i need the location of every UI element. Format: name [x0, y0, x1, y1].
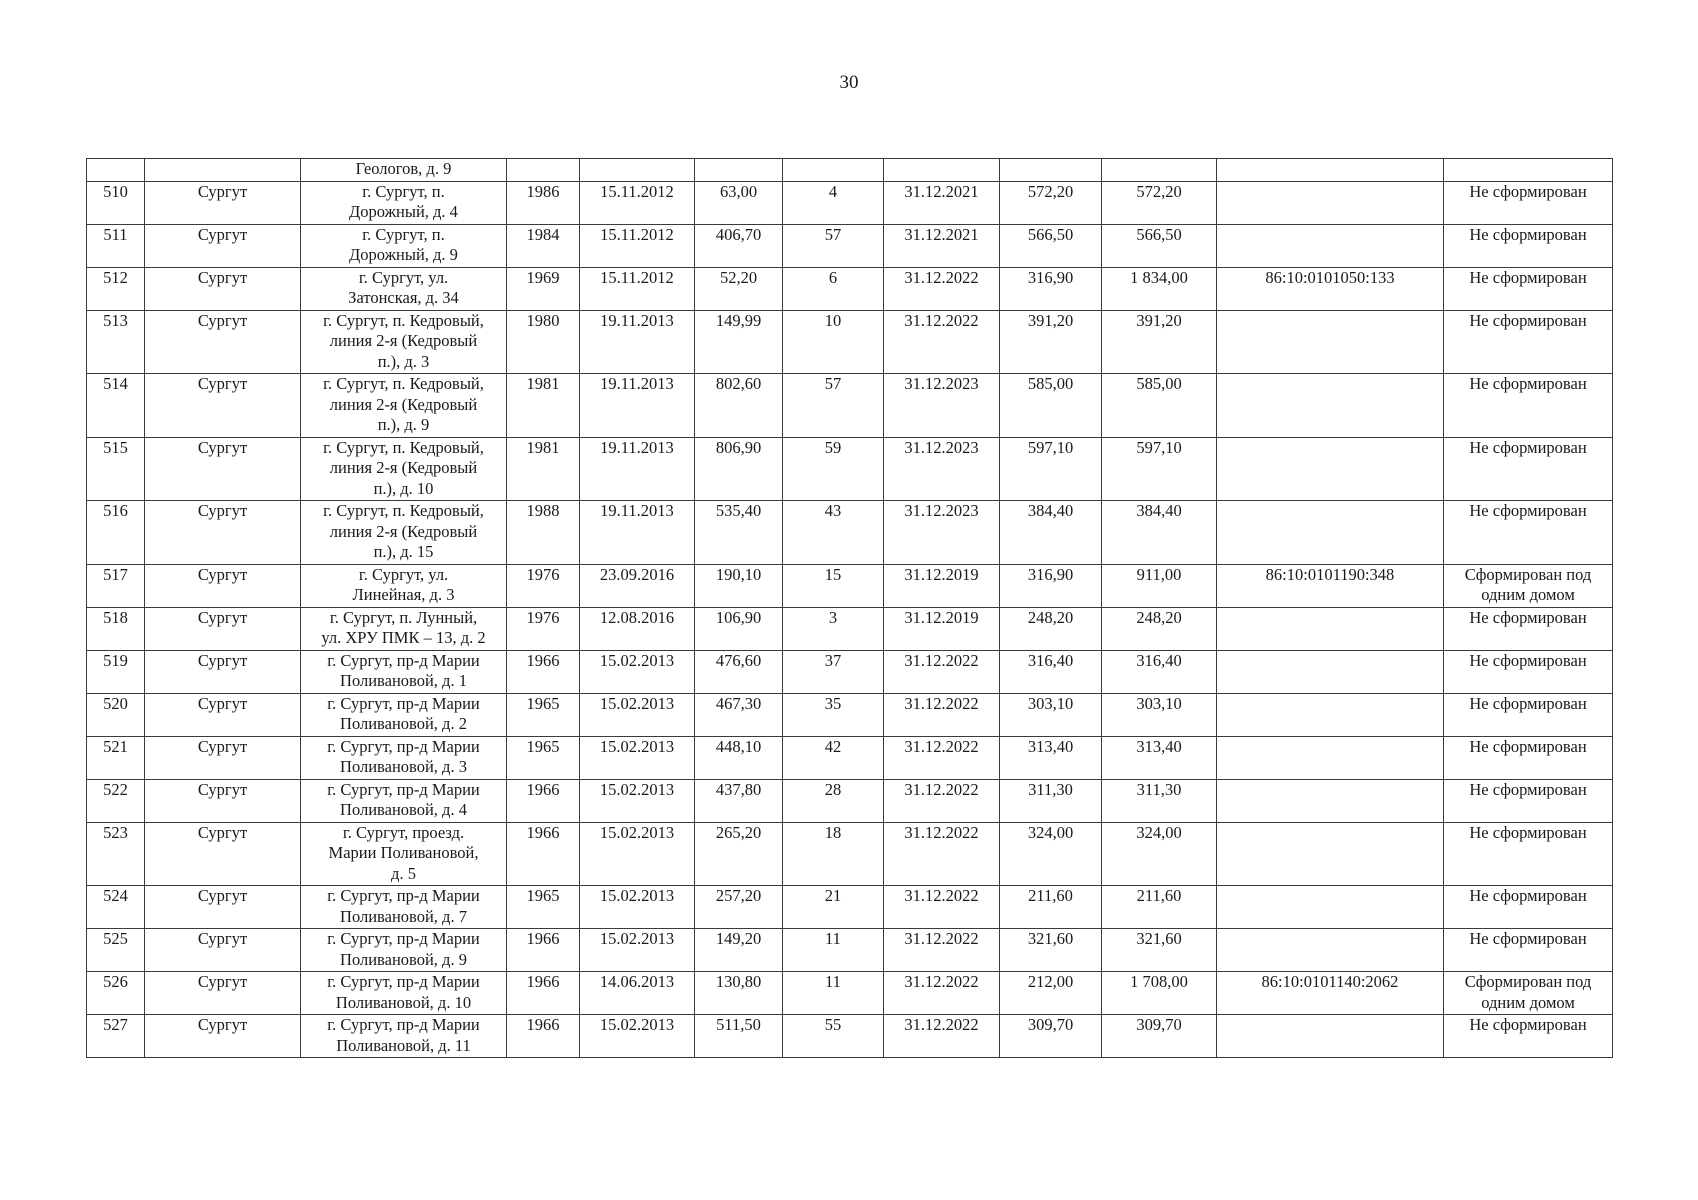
cell-address: г. Сургут, п. Дорожный, д. 9 — [301, 224, 507, 267]
cell-cost_per_sqm: 384,40 — [1000, 501, 1102, 565]
cell-date: 15.11.2012 — [580, 181, 695, 224]
cell-deadline: 31.12.2021 — [884, 181, 1000, 224]
cell-status: Не сформирован — [1444, 181, 1613, 224]
cell-date: 15.02.2013 — [580, 929, 695, 972]
cell-city: Сургут — [145, 437, 301, 501]
cell-total_cost: 309,70 — [1102, 1015, 1217, 1058]
table-row — [87, 267, 1613, 310]
cell-num: 527 — [87, 1015, 145, 1058]
cell-status: Не сформирован — [1444, 650, 1613, 693]
cell-address: г. Сургут, ул. Затонская, д. 34 — [301, 267, 507, 310]
cell-cost_per_sqm: 316,90 — [1000, 564, 1102, 607]
cell-date: 15.02.2013 — [580, 822, 695, 886]
cell-address: г. Сургут, проезд. Марии Поливановой, д. 5 — [301, 822, 507, 886]
cell-address: г. Сургут, пр-д Марии Поливановой, д. 3 — [301, 736, 507, 779]
cell-total_cost: 1 708,00 — [1102, 972, 1217, 1015]
cell-total_cost: 566,50 — [1102, 224, 1217, 267]
cell-cost_per_sqm: 572,20 — [1000, 181, 1102, 224]
cell-total_cost: 313,40 — [1102, 736, 1217, 779]
cell-residents: 15 — [783, 564, 884, 607]
table-row — [87, 736, 1613, 779]
cell-total_cost: 911,00 — [1102, 564, 1217, 607]
cell-total_cost: 211,60 — [1102, 886, 1217, 929]
cell-residents: 21 — [783, 886, 884, 929]
cell-address: г. Сургут, пр-д Марии Поливановой, д. 7 — [301, 886, 507, 929]
cell-cadastral — [1217, 650, 1444, 693]
cell-area: 448,10 — [695, 736, 783, 779]
cell-date: 14.06.2013 — [580, 972, 695, 1015]
cell-year: 1981 — [507, 374, 580, 438]
cell-address: г. Сургут, п. Лунный, ул. ХРУ ПМК – 13, д. 2 — [301, 607, 507, 650]
cell-date: 15.02.2013 — [580, 779, 695, 822]
cell-address: г. Сургут, пр-д Марии Поливановой, д. 4 — [301, 779, 507, 822]
cell-area: 476,60 — [695, 650, 783, 693]
cell-cadastral — [1217, 181, 1444, 224]
cell-year: 1986 — [507, 181, 580, 224]
cell-num: 520 — [87, 693, 145, 736]
cell-deadline: 31.12.2023 — [884, 437, 1000, 501]
cell-area: 106,90 — [695, 607, 783, 650]
cell-deadline: 31.12.2022 — [884, 650, 1000, 693]
cell-num: 511 — [87, 224, 145, 267]
cell-address: г. Сургут, п. Кедровый, линия 2-я (Кедровый п.), д. 10 — [301, 437, 507, 501]
cell-deadline: 31.12.2022 — [884, 929, 1000, 972]
cell-deadline: 31.12.2022 — [884, 886, 1000, 929]
cell-num: 515 — [87, 437, 145, 501]
cell-cadastral — [1217, 929, 1444, 972]
cell-city: Сургут — [145, 564, 301, 607]
cell-area: 467,30 — [695, 693, 783, 736]
cell-residents: 11 — [783, 929, 884, 972]
cell-num: 523 — [87, 822, 145, 886]
cell-area: 257,20 — [695, 886, 783, 929]
cell-cost_per_sqm: 324,00 — [1000, 822, 1102, 886]
cell-cadastral: 86:10:0101050:133 — [1217, 267, 1444, 310]
page-number: 30 — [839, 72, 859, 93]
cell-area: 437,80 — [695, 779, 783, 822]
cell-status: Не сформирован — [1444, 224, 1613, 267]
table-row — [87, 779, 1613, 822]
cell-status: Сформирован под одним домом — [1444, 564, 1613, 607]
cell-year: 1969 — [507, 267, 580, 310]
cell-cadastral — [1217, 822, 1444, 886]
cell-date: 15.02.2013 — [580, 693, 695, 736]
cell-city: Сургут — [145, 374, 301, 438]
cell-year: 1976 — [507, 564, 580, 607]
cell-num — [87, 159, 145, 182]
cell-cadastral — [1217, 310, 1444, 374]
table-row — [87, 564, 1613, 607]
cell-cost_per_sqm: 316,90 — [1000, 267, 1102, 310]
cell-residents: 18 — [783, 822, 884, 886]
cell-num: 513 — [87, 310, 145, 374]
cell-status: Не сформирован — [1444, 607, 1613, 650]
cell-cost_per_sqm: 311,30 — [1000, 779, 1102, 822]
cell-deadline — [884, 159, 1000, 182]
cell-status: Не сформирован — [1444, 1015, 1613, 1058]
cell-deadline: 31.12.2023 — [884, 501, 1000, 565]
cell-cadastral: 86:10:0101140:2062 — [1217, 972, 1444, 1015]
cell-cadastral — [1217, 224, 1444, 267]
cell-area: 190,10 — [695, 564, 783, 607]
cell-cost_per_sqm: 211,60 — [1000, 886, 1102, 929]
cell-cadastral — [1217, 607, 1444, 650]
cell-address: г. Сургут, п. Кедровый, линия 2-я (Кедровый п.), д. 15 — [301, 501, 507, 565]
cell-city — [145, 159, 301, 182]
cell-cost_per_sqm: 309,70 — [1000, 1015, 1102, 1058]
cell-status: Не сформирован — [1444, 693, 1613, 736]
cell-address: г. Сургут, пр-д Марии Поливановой, д. 1 — [301, 650, 507, 693]
cell-cost_per_sqm: 566,50 — [1000, 224, 1102, 267]
cell-year: 1980 — [507, 310, 580, 374]
cell-cadastral: 86:10:0101190:348 — [1217, 564, 1444, 607]
registry-table-body — [87, 159, 1613, 1058]
cell-year: 1984 — [507, 224, 580, 267]
cell-num: 518 — [87, 607, 145, 650]
cell-year — [507, 159, 580, 182]
cell-deadline: 31.12.2019 — [884, 607, 1000, 650]
cell-num: 514 — [87, 374, 145, 438]
cell-cadastral — [1217, 693, 1444, 736]
cell-area: 52,20 — [695, 267, 783, 310]
cell-deadline: 31.12.2022 — [884, 972, 1000, 1015]
cell-year: 1966 — [507, 779, 580, 822]
cell-total_cost: 384,40 — [1102, 501, 1217, 565]
cell-residents: 42 — [783, 736, 884, 779]
cell-deadline: 31.12.2023 — [884, 374, 1000, 438]
cell-city: Сургут — [145, 929, 301, 972]
cell-num: 521 — [87, 736, 145, 779]
table-row — [87, 607, 1613, 650]
cell-year: 1966 — [507, 929, 580, 972]
cell-address: г. Сургут, пр-д Марии Поливановой, д. 9 — [301, 929, 507, 972]
cell-residents — [783, 159, 884, 182]
housing-registry-table — [86, 158, 1613, 1058]
cell-residents: 55 — [783, 1015, 884, 1058]
cell-status — [1444, 159, 1613, 182]
cell-cadastral — [1217, 736, 1444, 779]
cell-status: Сформирован под одним домом — [1444, 972, 1613, 1015]
cell-date: 15.11.2012 — [580, 267, 695, 310]
cell-area: 806,90 — [695, 437, 783, 501]
cell-num: 512 — [87, 267, 145, 310]
cell-total_cost: 585,00 — [1102, 374, 1217, 438]
cell-address: г. Сургут, пр-д Марии Поливановой, д. 10 — [301, 972, 507, 1015]
cell-residents: 11 — [783, 972, 884, 1015]
cell-year: 1965 — [507, 886, 580, 929]
cell-city: Сургут — [145, 501, 301, 565]
table-row — [87, 224, 1613, 267]
cell-cost_per_sqm: 303,10 — [1000, 693, 1102, 736]
cell-year: 1981 — [507, 437, 580, 501]
cell-residents: 35 — [783, 693, 884, 736]
table-row — [87, 650, 1613, 693]
cell-address: г. Сургут, ул. Линейная, д. 3 — [301, 564, 507, 607]
cell-city: Сургут — [145, 267, 301, 310]
table-row — [87, 159, 1613, 182]
cell-status: Не сформирован — [1444, 374, 1613, 438]
cell-deadline: 31.12.2022 — [884, 310, 1000, 374]
cell-residents: 28 — [783, 779, 884, 822]
cell-year: 1965 — [507, 693, 580, 736]
cell-city: Сургут — [145, 886, 301, 929]
cell-area: 511,50 — [695, 1015, 783, 1058]
cell-deadline: 31.12.2022 — [884, 736, 1000, 779]
cell-cost_per_sqm: 316,40 — [1000, 650, 1102, 693]
table-row — [87, 374, 1613, 438]
cell-cost_per_sqm: 585,00 — [1000, 374, 1102, 438]
cell-cost_per_sqm — [1000, 159, 1102, 182]
cell-cadastral — [1217, 1015, 1444, 1058]
cell-city: Сургут — [145, 1015, 301, 1058]
cell-date: 12.08.2016 — [580, 607, 695, 650]
cell-year: 1988 — [507, 501, 580, 565]
cell-address: г. Сургут, пр-д Марии Поливановой, д. 2 — [301, 693, 507, 736]
cell-date: 19.11.2013 — [580, 310, 695, 374]
cell-deadline: 31.12.2022 — [884, 822, 1000, 886]
cell-num: 524 — [87, 886, 145, 929]
cell-num: 510 — [87, 181, 145, 224]
cell-residents: 10 — [783, 310, 884, 374]
cell-deadline: 31.12.2022 — [884, 1015, 1000, 1058]
cell-city: Сургут — [145, 736, 301, 779]
cell-cost_per_sqm: 212,00 — [1000, 972, 1102, 1015]
cell-status: Не сформирован — [1444, 310, 1613, 374]
cell-cadastral — [1217, 886, 1444, 929]
cell-address: г. Сургут, п. Дорожный, д. 4 — [301, 181, 507, 224]
cell-date: 15.02.2013 — [580, 1015, 695, 1058]
cell-address: г. Сургут, п. Кедровый, линия 2-я (Кедровый п.), д. 3 — [301, 310, 507, 374]
cell-address: г. Сургут, пр-д Марии Поливановой, д. 11 — [301, 1015, 507, 1058]
cell-residents: 6 — [783, 267, 884, 310]
cell-residents: 43 — [783, 501, 884, 565]
cell-total_cost: 324,00 — [1102, 822, 1217, 886]
cell-total_cost: 248,20 — [1102, 607, 1217, 650]
cell-num: 525 — [87, 929, 145, 972]
cell-num: 516 — [87, 501, 145, 565]
cell-year: 1965 — [507, 736, 580, 779]
cell-date: 15.02.2013 — [580, 736, 695, 779]
cell-deadline: 31.12.2022 — [884, 693, 1000, 736]
cell-cadastral — [1217, 437, 1444, 501]
table-row — [87, 437, 1613, 501]
cell-cost_per_sqm: 248,20 — [1000, 607, 1102, 650]
table-row — [87, 972, 1613, 1015]
cell-status: Не сформирован — [1444, 267, 1613, 310]
cell-total_cost: 572,20 — [1102, 181, 1217, 224]
cell-date: 19.11.2013 — [580, 501, 695, 565]
cell-city: Сургут — [145, 310, 301, 374]
cell-total_cost — [1102, 159, 1217, 182]
cell-residents: 4 — [783, 181, 884, 224]
cell-deadline: 31.12.2021 — [884, 224, 1000, 267]
cell-address: Геологов, д. 9 — [301, 159, 507, 182]
cell-total_cost: 321,60 — [1102, 929, 1217, 972]
cell-date: 15.02.2013 — [580, 650, 695, 693]
cell-status: Не сформирован — [1444, 437, 1613, 501]
cell-cost_per_sqm: 313,40 — [1000, 736, 1102, 779]
cell-total_cost: 1 834,00 — [1102, 267, 1217, 310]
cell-residents: 37 — [783, 650, 884, 693]
cell-status: Не сформирован — [1444, 886, 1613, 929]
cell-city: Сургут — [145, 181, 301, 224]
cell-year: 1966 — [507, 650, 580, 693]
table-row — [87, 822, 1613, 886]
cell-total_cost: 316,40 — [1102, 650, 1217, 693]
cell-total_cost: 311,30 — [1102, 779, 1217, 822]
cell-num: 519 — [87, 650, 145, 693]
cell-residents: 3 — [783, 607, 884, 650]
cell-city: Сургут — [145, 224, 301, 267]
cell-cadastral — [1217, 159, 1444, 182]
cell-date: 15.11.2012 — [580, 224, 695, 267]
cell-status: Не сформирован — [1444, 929, 1613, 972]
cell-year: 1966 — [507, 972, 580, 1015]
cell-cost_per_sqm: 391,20 — [1000, 310, 1102, 374]
cell-date: 19.11.2013 — [580, 374, 695, 438]
cell-date: 23.09.2016 — [580, 564, 695, 607]
table-row — [87, 501, 1613, 565]
cell-status: Не сформирован — [1444, 501, 1613, 565]
cell-area: 130,80 — [695, 972, 783, 1015]
table-row — [87, 181, 1613, 224]
cell-year: 1966 — [507, 822, 580, 886]
cell-cost_per_sqm: 597,10 — [1000, 437, 1102, 501]
cell-city: Сургут — [145, 693, 301, 736]
cell-area: 149,99 — [695, 310, 783, 374]
cell-year: 1966 — [507, 1015, 580, 1058]
cell-status: Не сформирован — [1444, 779, 1613, 822]
cell-cadastral — [1217, 374, 1444, 438]
table-row — [87, 929, 1613, 972]
cell-area: 802,60 — [695, 374, 783, 438]
table-row — [87, 886, 1613, 929]
cell-year: 1976 — [507, 607, 580, 650]
cell-area: 265,20 — [695, 822, 783, 886]
cell-area: 535,40 — [695, 501, 783, 565]
cell-residents: 59 — [783, 437, 884, 501]
table-row — [87, 693, 1613, 736]
cell-total_cost: 597,10 — [1102, 437, 1217, 501]
cell-total_cost: 391,20 — [1102, 310, 1217, 374]
cell-deadline: 31.12.2022 — [884, 267, 1000, 310]
cell-cadastral — [1217, 779, 1444, 822]
cell-address: г. Сургут, п. Кедровый, линия 2-я (Кедровый п.), д. 9 — [301, 374, 507, 438]
cell-residents: 57 — [783, 224, 884, 267]
cell-city: Сургут — [145, 822, 301, 886]
cell-status: Не сформирован — [1444, 822, 1613, 886]
cell-date: 15.02.2013 — [580, 886, 695, 929]
cell-deadline: 31.12.2019 — [884, 564, 1000, 607]
cell-area: 63,00 — [695, 181, 783, 224]
table-row — [87, 310, 1613, 374]
cell-num: 526 — [87, 972, 145, 1015]
cell-cadastral — [1217, 501, 1444, 565]
table-row — [87, 1015, 1613, 1058]
cell-area: 406,70 — [695, 224, 783, 267]
cell-date: 19.11.2013 — [580, 437, 695, 501]
cell-cost_per_sqm: 321,60 — [1000, 929, 1102, 972]
cell-num: 517 — [87, 564, 145, 607]
cell-city: Сургут — [145, 607, 301, 650]
cell-city: Сургут — [145, 779, 301, 822]
cell-area: 149,20 — [695, 929, 783, 972]
cell-total_cost: 303,10 — [1102, 693, 1217, 736]
cell-area — [695, 159, 783, 182]
cell-residents: 57 — [783, 374, 884, 438]
cell-date — [580, 159, 695, 182]
cell-deadline: 31.12.2022 — [884, 779, 1000, 822]
cell-status: Не сформирован — [1444, 736, 1613, 779]
cell-num: 522 — [87, 779, 145, 822]
cell-city: Сургут — [145, 972, 301, 1015]
cell-city: Сургут — [145, 650, 301, 693]
